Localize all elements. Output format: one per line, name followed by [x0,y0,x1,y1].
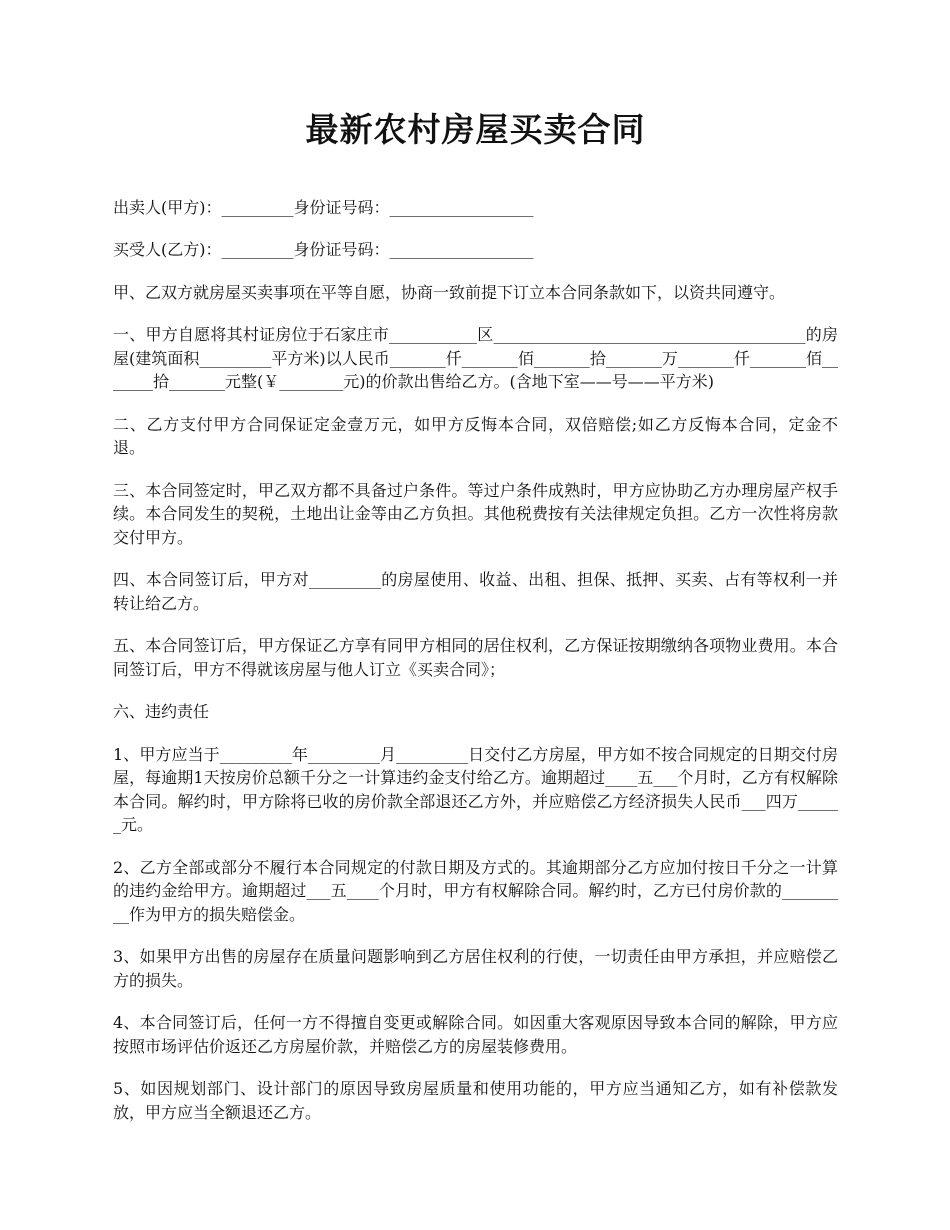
preamble: 甲、乙双方就房屋买卖事项在平等自愿，协商一致前提下订立本合同条款如下，以资共同遵守。 [113,282,786,302]
liability-item-4: 4、本合同签订后，任何一方不得擅自变更或解除合同。如因重大客观原因导致本合同的解除，甲方应按照市场评估价返还乙方房屋价款，并赔偿乙方的房屋装修费用。 [113,1013,838,1056]
clause-4: 四、本合同签订后，甲方对_________的房屋使用、收益、出租、担保、抵押、买卖、占有等权利一并转让给乙方。 [113,570,838,613]
buyer-line: 买受人(乙方)：_________身份证号码：__________________ [113,240,534,260]
document-title: 最新农村房屋买卖合同 [305,110,646,149]
clause-6-heading: 六、违约责任 [113,702,210,722]
liability-item-5: 5、如因规划部门、设计部门的原因导致房屋质量和使用功能的，甲方应当通知乙方，如有补偿款发放，甲方应当全额退还乙方。 [113,1079,838,1122]
clause-2: 二、乙方支付甲方合同保证定金壹万元，如甲方反悔本合同，双倍赔偿;如乙方反悔本合同，定金不退。 [113,414,838,458]
seller-line: 出卖人(甲方)：_________身份证号码：__________________ [113,197,534,217]
clause-3: 三、本合同签定时，甲乙双方都不具备过户条件。等过户条件成熟时，甲方应协助乙方办理房屋产权手续。本合同发生的契税，土地出让金等由乙方负担。其他税费按有关法律规定负担。乙方一次性将房款交付甲方。 [113,480,838,547]
clause-5: 五、本合同签订后，甲方保证乙方享有同甲方相同的居住权利，乙方保证按期缴纳各项物业费用。本合同签订后，甲方不得就该房屋与他人订立《买卖合同》； [113,636,838,679]
liability-item-3: 3、如果甲方出售的房屋存在质量问题影响到乙方居住权利的行使，一切责任由甲方承担，并应赔偿乙方的损失。 [113,947,838,990]
liability-item-2: 2、乙方全部或部分不履行本合同规定的付款日期及方式的。其逾期部分乙方应加付按日千分之一计算的违约金给甲方。逾期超过___五____个月时，甲方有权解除合同。解约时，乙方已付房价款的_________作为甲方的损失赔偿金。 [113,857,838,924]
clause-1: 一、甲方自愿将其村证房位于石家庄市___________区_______________________________________的房屋(建筑面积_________平方米)以人民币_______仟_______佰_______拾_______万_______仟_______佰_______拾_______元整(￥________元)的价款出售给乙方。(含地下室——号——平方米) [113,325,838,392]
liability-item-1: 1、甲方应当于_________年_________月_________日交付乙方房屋，甲方如不按合同规定的日期交付房屋，每逾期1天按房价总额千分之一计算违约金支付给乙方。逾期超过____五___个月时，乙方有权解除本合同。解约时，甲方除将已收的房价款全部退还乙方外，并应赔偿乙方经济损失人民币___四万______元。 [113,744,838,835]
